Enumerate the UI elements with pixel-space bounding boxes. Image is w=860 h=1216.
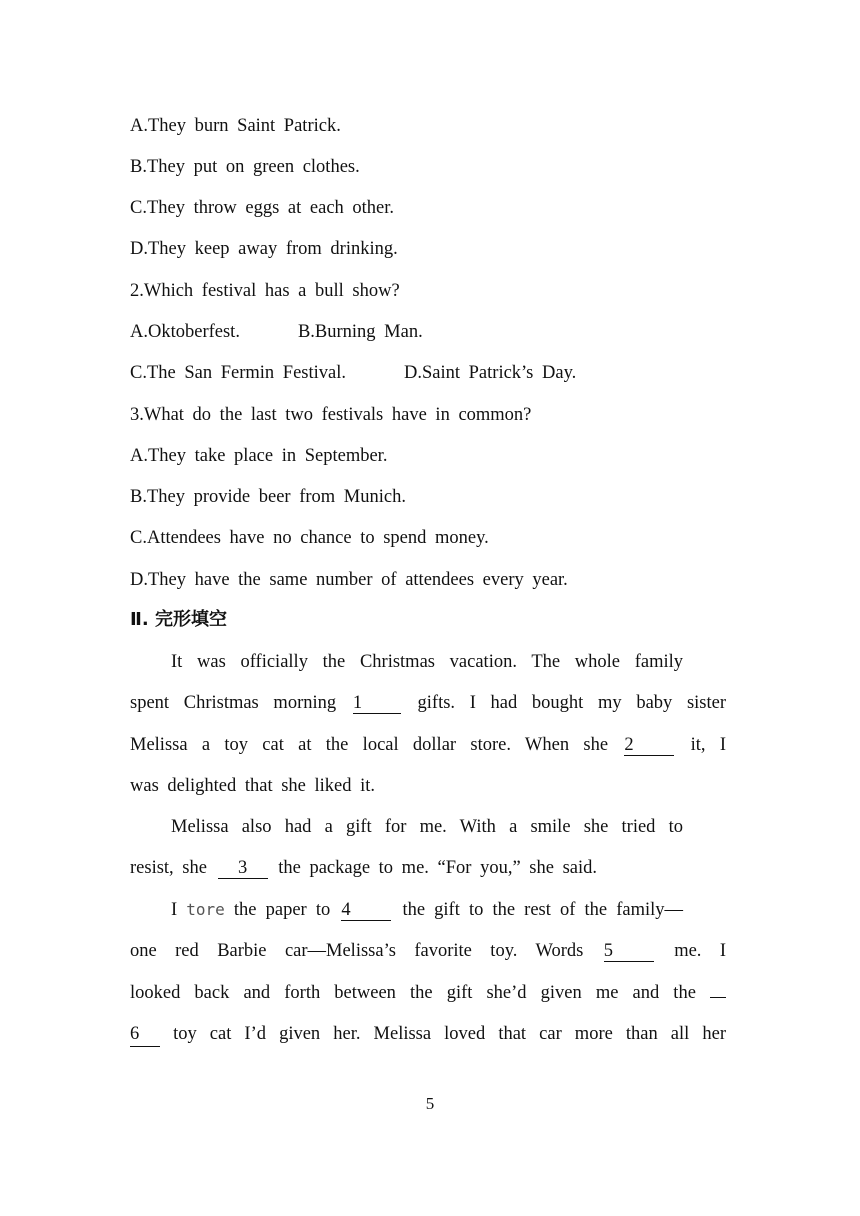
q2-option-b: B.Burning Man. (297, 322, 423, 342)
q2-option-d: D.Saint Patrick’s Day. (404, 363, 577, 383)
q2-options-row-1 (130, 320, 423, 344)
word-tore: tore (186, 900, 225, 919)
passage-line-8: one red Barbie car—Melissa’s favorite toy. Words 5 me. I (130, 941, 727, 961)
passage-line-3: Melissa a toy cat at the local dollar store. When she 2 it, I (130, 735, 726, 755)
page-number: 5 (425, 1094, 435, 1113)
passage-line-10: 6 toy cat I’d given her. Melissa loved that car more than all her (130, 1022, 726, 1047)
passage-line-5: Melissa also had a gift for me. With a smile she tried to (171, 817, 683, 837)
passage-line-4: was delighted that she liked it. (130, 776, 376, 796)
blank-4: 4 (341, 900, 391, 921)
passage-line-1: It was officially the Christmas vacation. The whole family (171, 652, 683, 672)
q2-option-c: C.The San Fermin Festival. (130, 363, 346, 383)
q1-option-d: D.They keep away from drinking. (130, 239, 398, 259)
blank-6: 6 (130, 1022, 160, 1047)
q1-option-c: C.They throw eggs at each other. (130, 198, 395, 218)
q3-question: 3.What do the last two festivals have in common? (130, 405, 532, 425)
blank-6-start (710, 997, 726, 998)
q2-question: 2.Which festival has a bull show? (130, 281, 400, 301)
passage-line-2: spent Christmas morning 1 gifts. I had bought my baby sister (130, 693, 727, 713)
passage-line-6: resist, she 3 the package to me. “For you,” she said. (130, 858, 597, 878)
section-title: Ⅱ. 完形填空 (130, 609, 227, 630)
blank-1: 1 (353, 693, 401, 714)
blank-5: 5 (604, 941, 654, 962)
q3-option-a: A.They take place in September. (130, 446, 388, 466)
q2-options-row-2 (130, 361, 576, 385)
q1-option-b: B.They put on green clothes. (130, 157, 360, 177)
passage-line-7: I tore the paper to 4 the gift to the rest of the family— (171, 900, 683, 920)
q3-option-c: C.Attendees have no chance to spend money. (130, 528, 489, 548)
q3-option-d: D.They have the same number of attendees every year. (130, 570, 568, 590)
blank-2: 2 (624, 735, 674, 756)
passage-line-9: looked back and forth between the gift she’d given me and the (130, 981, 726, 1005)
q3-option-b: B.They provide beer from Munich. (130, 487, 406, 507)
q1-option-a: A.They burn Saint Patrick. (130, 116, 341, 136)
blank-3: 3 (218, 858, 268, 879)
q2-option-a: A.Oktoberfest. (130, 322, 240, 342)
